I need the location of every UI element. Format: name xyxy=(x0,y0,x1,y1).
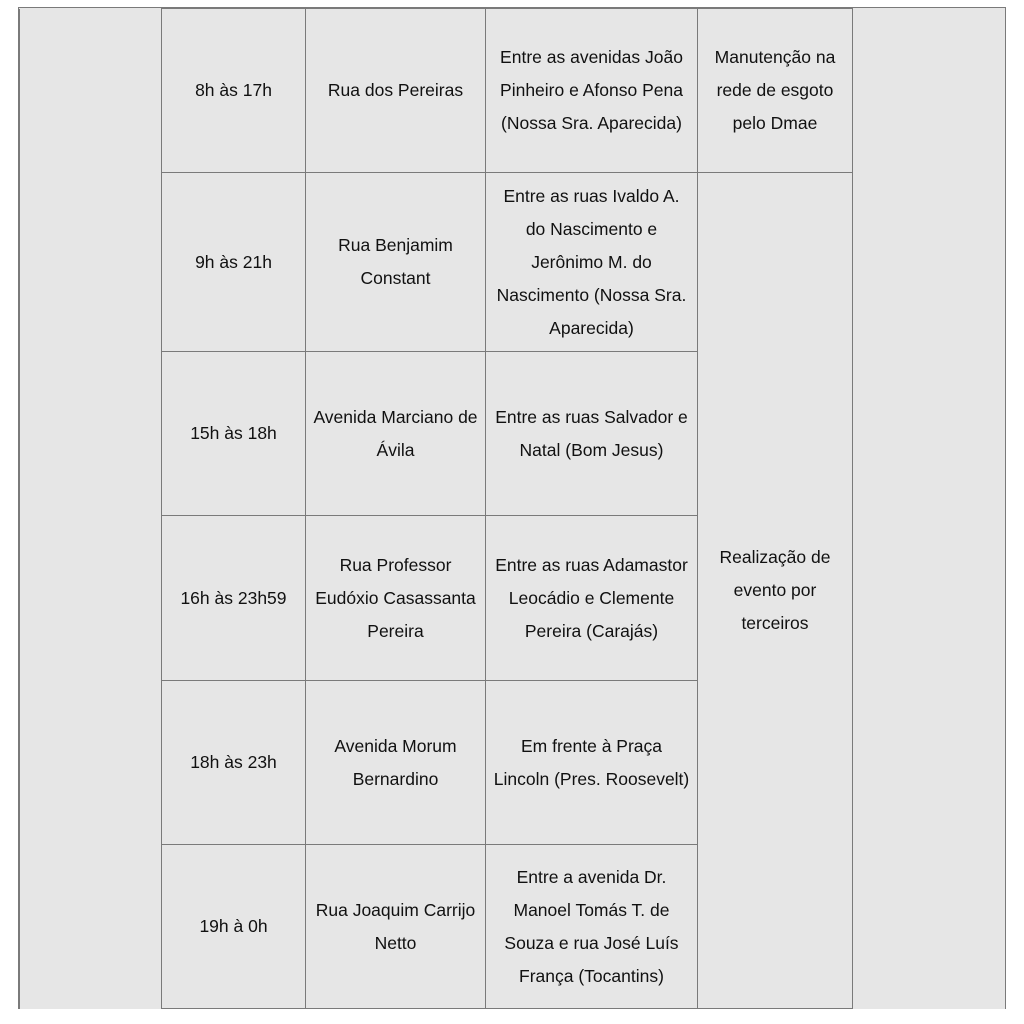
street-cell: Avenida Marciano de Ávila xyxy=(306,352,486,516)
street-cell: Rua Joaquim Carrijo Netto xyxy=(306,845,486,1009)
street-cell: Rua dos Pereiras xyxy=(306,9,486,173)
reason-cell: Manutenção na rede de esgoto pelo Dmae xyxy=(698,9,853,173)
time-cell: 19h à 0h xyxy=(162,845,306,1009)
stretch-cell: Entre as ruas Ivaldo A. do Nascimento e Jerônimo M. do Nascimento (Nossa Sra. Aparecida) xyxy=(486,173,698,352)
street-cell: Avenida Morum Bernardino xyxy=(306,681,486,845)
stretch-cell: Entre as ruas Salvador e Natal (Bom Jesus) xyxy=(486,352,698,516)
table-row xyxy=(20,9,1006,173)
reason-merged-cell: Realização de evento por terceiros xyxy=(698,173,853,1009)
time-cell: 9h às 21h xyxy=(162,173,306,352)
time-cell: 18h às 23h xyxy=(162,681,306,845)
road-closures-table xyxy=(19,8,1006,1009)
left-blank-column xyxy=(20,9,162,1009)
time-cell: 15h às 18h xyxy=(162,352,306,516)
time-cell: 8h às 17h xyxy=(162,9,306,173)
street-cell: Rua Professor Eudóxio Casassanta Pereira xyxy=(306,516,486,681)
time-cell: 16h às 23h59 xyxy=(162,516,306,681)
stretch-cell: Entre as avenidas João Pinheiro e Afonso Pena (Nossa Sra. Aparecida) xyxy=(486,9,698,173)
stretch-cell: Entre a avenida Dr. Manoel Tomás T. de Souza e rua José Luís França (Tocantins) xyxy=(486,845,698,1009)
road-closures-table-container xyxy=(18,7,1006,1009)
right-blank-column xyxy=(853,9,1006,1009)
stretch-cell: Entre as ruas Adamastor Leocádio e Clemente Pereira (Carajás) xyxy=(486,516,698,681)
street-cell: Rua Benjamim Constant xyxy=(306,173,486,352)
stretch-cell: Em frente à Praça Lincoln (Pres. Roosevelt) xyxy=(486,681,698,845)
